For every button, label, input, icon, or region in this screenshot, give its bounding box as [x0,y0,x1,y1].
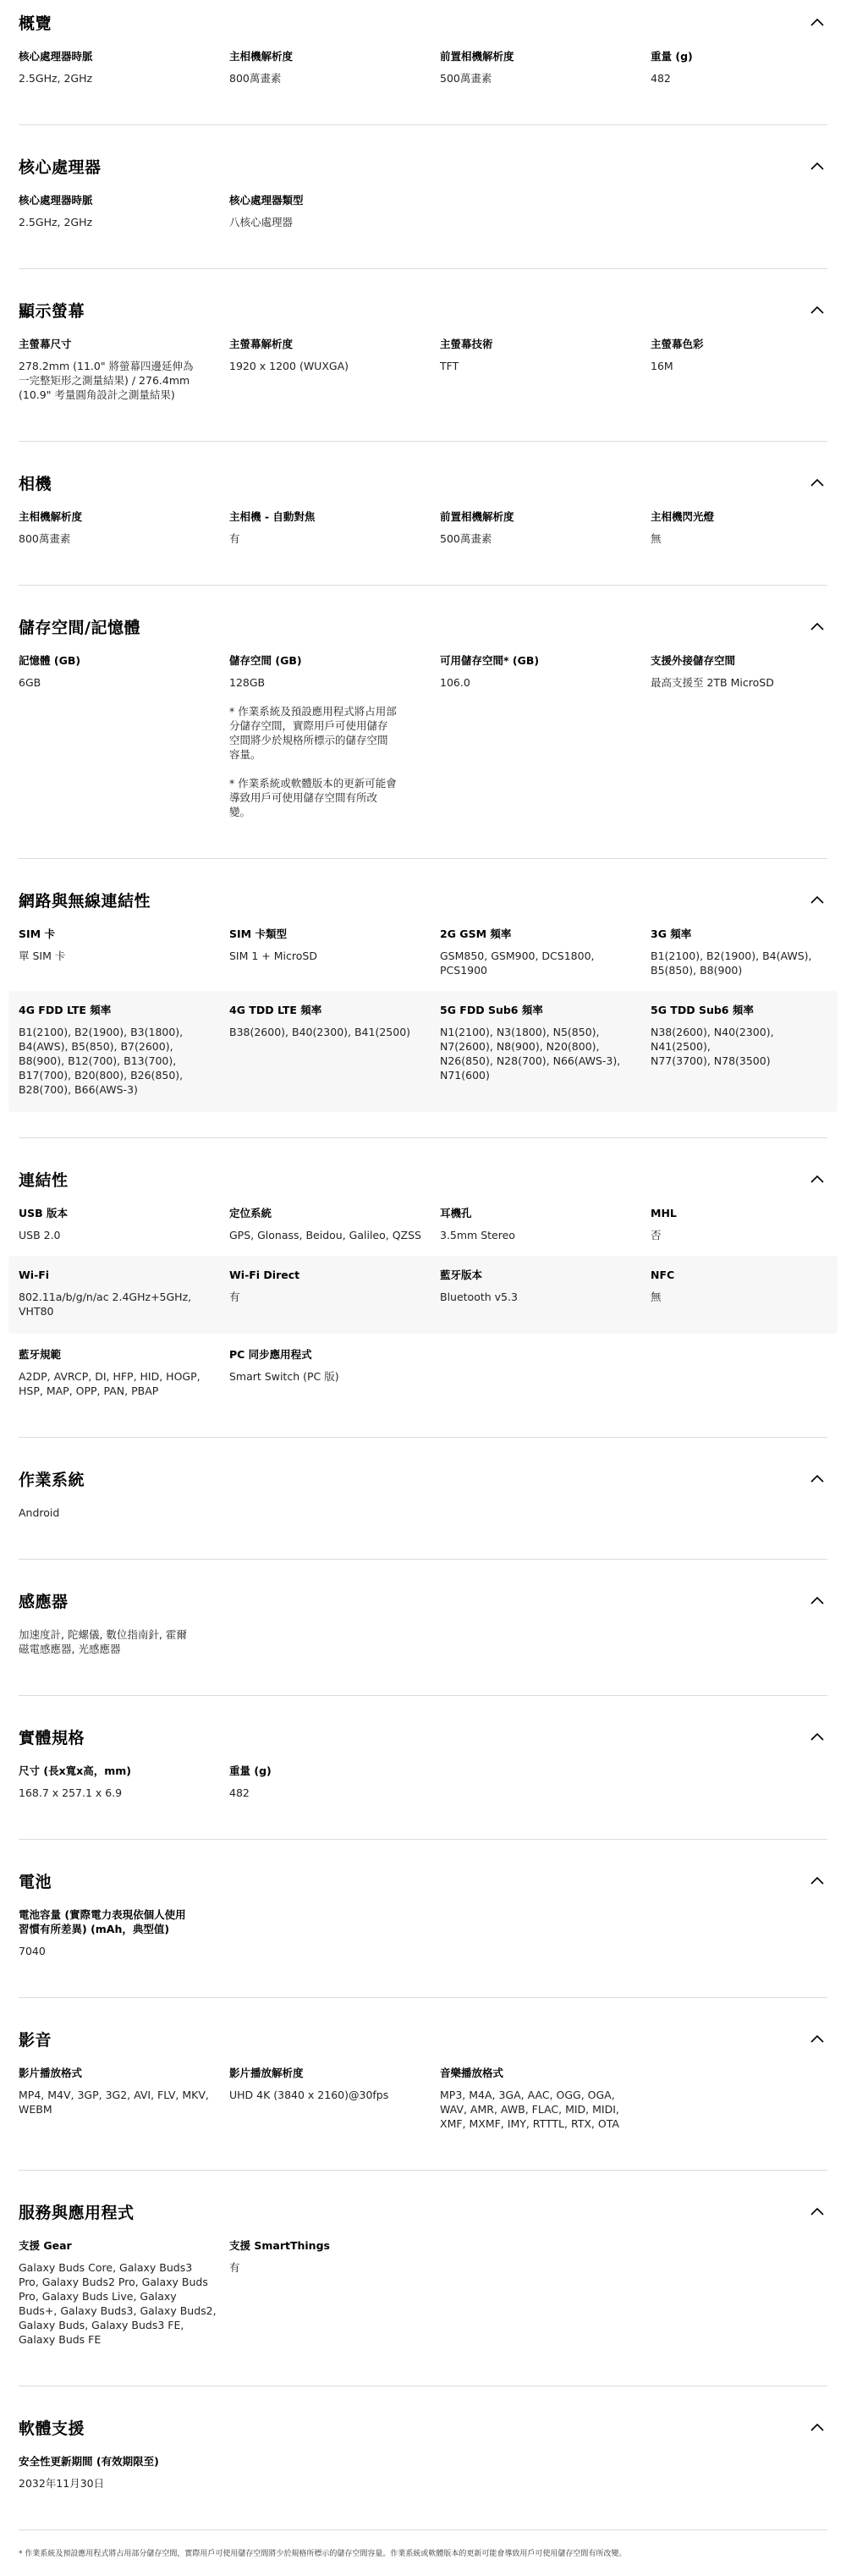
spec-grid [19,1757,827,1814]
spec-item-audio-2 [440,2062,651,2144]
spec-value: Galaxy Buds Core, Galaxy Buds3 Pro, Galaxy Buds2 Pro, Galaxy Buds Pro, Galaxy Buds Live, Galaxy Buds+, Galaxy Buds3, Galaxy Buds2, Galaxy Buds, Galaxy Buds3 FE, Galaxy Buds FE [19,2261,217,2346]
spec-item-physical-0 [19,1760,229,1814]
section-title: 作業系統 [19,1470,85,1489]
spec-label: 定位系統 [229,1207,272,1219]
spec-value: 2032年11月30日 [19,2477,105,2490]
spec-value: B1(2100), B2(1900), B4(AWS), B5(850), B8(900) [651,949,812,977]
section-header-support[interactable] [19,2405,827,2447]
spec-label: 前置相機解析度 [440,510,514,523]
spec-label: SIM 卡 [19,927,55,940]
spec-grid [19,1901,827,1972]
spec-value: UHD 4K (3840 x 2160)@30fps [229,2089,389,2101]
spec-value: TFT [440,360,459,372]
spec-item-overview-1 [229,46,440,99]
spec-item-connectivity-row2-1 [229,1264,440,1329]
spec-item-connectivity-row1-0 [19,1203,229,1256]
section-title: 顯示螢幕 [19,301,85,321]
spec-grid [19,330,827,416]
footnote: * 作業系統及預設應用程式將占用部分儲存空間，實際用戶可使用儲存空間將少於規格所標示的儲存空間容量。作業系統或軟體版本的更新可能會導致用戶可使用儲存空間有所改變。 [19,2550,627,2558]
section-title: 實體規格 [19,1728,85,1748]
spec-label: 主相機閃光燈 [651,510,715,523]
spec-label: PC 同步應用程式 [229,1348,312,1361]
spec-item-sensors-0 [19,1624,229,1670]
spec-label: 安全性更新期間 (有效期限至) [19,2455,159,2468]
chevron-up-icon[interactable] [807,12,827,32]
spec-value: 128GB * 作業系統及預設應用程式將占用部 分儲存空間，實際用戶可使用儲存 空間將少於規格所標示的儲存空間 容量。 * 作業系統或軟體版本的更新可能會 導致用戶可使用儲存空間有所改 變。 [229,676,397,818]
spec-label: 重量 (g) [651,50,693,63]
section-header-battery[interactable] [19,1858,827,1901]
spec-item-camera-0 [19,506,229,559]
spec-value: B1(2100), B2(1900), B3(1800), B4(AWS), B5(850), B7(2600), B8(900), B12(700), B13(700), B17(700), B20(800), B26(850), B28(700), B66(AWS-3) [19,1026,184,1096]
spec-label: 主螢幕解析度 [229,338,294,350]
spec-value: 3.5mm Stereo [440,1229,515,1241]
section-title: 連結性 [19,1170,69,1190]
section-overview [19,0,827,125]
chevron-up-icon[interactable] [807,472,827,493]
spec-item-storage-0 [19,650,229,833]
spec-value: 單 SIM 卡 [19,949,66,962]
spec-value: Android [19,1506,60,1519]
spec-value: B38(2600), B40(2300), B41(2500) [229,1026,411,1038]
spec-value: 500萬畫素 [440,532,492,545]
spec-row-row2 [8,991,838,1112]
spec-label: 支援 SmartThings [229,2239,330,2252]
section-header-os[interactable] [19,1456,827,1499]
spec-value: Bluetooth v5.3 [440,1291,518,1303]
spec-label: 5G TDD Sub6 頻率 [651,1004,754,1016]
spec-label: 儲存空間 (GB) [229,654,302,667]
spec-label: 藍牙規範 [19,1348,62,1361]
chevron-up-icon[interactable] [807,1870,827,1891]
section-title: 影音 [19,2030,52,2050]
spec-value: 1920 x 1200 (WUXGA) [229,360,349,372]
spec-label: 影片播放解析度 [229,2067,304,2079]
spec-value: GPS, Glonass, Beidou, Galileo, QZSS [229,1229,421,1241]
spec-label: NFC [651,1269,675,1281]
spec-label: 電池容量 (實際電力表現依個人使用 習慣有所差異) (mAh，典型值) [19,1908,186,1935]
spec-label: 耳機孔 [440,1207,472,1219]
spec-label: 4G TDD LTE 頻率 [229,1004,322,1016]
section-processor [19,144,827,269]
chevron-up-icon[interactable] [807,1169,827,1189]
spec-label: 核心處理器時脈 [19,194,93,206]
spec-label: 記憶體 (GB) [19,654,81,667]
section-battery [19,1858,827,1998]
spec-value: 7040 [19,1945,46,1957]
section-header-sensors[interactable] [19,1578,827,1621]
spec-grid [19,1621,827,1670]
spec-value: 802.11a/b/g/n/ac 2.4GHz+5GHz, VHT80 [19,1291,192,1318]
section-title: 軟體支援 [19,2419,85,2438]
spec-value: N1(2100), N3(1800), N5(850), N7(2600), N8(900), N20(800), N26(850), N28(700), N66(AWS-3), N71(600) [440,1026,621,1082]
spec-value: 否 [651,1229,662,1241]
section-header-display[interactable] [19,288,827,330]
section-header-overview[interactable] [19,0,827,42]
chevron-up-icon[interactable] [807,889,827,910]
spec-value: 16M [651,360,673,372]
chevron-up-icon[interactable] [807,1468,827,1489]
spec-value: 106.0 [440,676,470,689]
spec-value: MP4, M4V, 3GP, 3G2, AVI, FLV, MKV, WEBM [19,2089,209,2116]
spec-label: 核心處理器類型 [229,194,304,206]
spec-item-storage-3 [651,650,827,833]
spec-value: 278.2mm (11.0" 將螢幕四邊延伸為 一完整矩形之測量結果) / 276.4mm (10.9" 考量圓角設計之測量結果) [19,360,194,401]
spec-item-network-row2-0 [19,999,229,1107]
section-header-physical[interactable] [19,1715,827,1757]
section-header-connectivity[interactable] [19,1157,827,1199]
spec-item-network-row2-2 [440,999,651,1107]
section-camera [19,460,827,586]
spec-item-battery-0 [19,1904,229,1972]
spec-label: 主相機 - 自動對焦 [229,510,316,523]
spec-item-connectivity-row2-3 [651,1264,838,1329]
chevron-up-icon[interactable] [807,2201,827,2221]
spec-item-network-row1-0 [19,923,229,991]
spec-label: 重量 (g) [229,1764,272,1777]
chevron-up-icon[interactable] [807,300,827,320]
spec-grid [19,42,827,99]
chevron-up-icon[interactable] [807,2028,827,2049]
spec-label: 藍牙版本 [440,1269,483,1281]
spec-label: 可用儲存空間* (GB) [440,654,540,667]
spec-item-physical-1 [229,1760,440,1814]
spec-label: 支援外接儲存空間 [651,654,736,667]
spec-grid [19,503,827,559]
spec-item-camera-2 [440,506,651,559]
spec-label: 主相機解析度 [19,510,83,523]
section-header-services[interactable] [19,2189,827,2232]
spec-grid [19,1499,827,1533]
spec-item-audio-0 [19,2062,229,2144]
spec-label: 主螢幕色彩 [651,338,704,350]
section-title: 服務與應用程式 [19,2203,135,2222]
chevron-up-icon[interactable] [807,1726,827,1747]
chevron-up-icon[interactable] [807,616,827,636]
spec-label: SIM 卡類型 [229,927,287,940]
spec-label: Wi-Fi Direct [229,1269,300,1281]
spec-value: 482 [651,72,671,85]
spec-item-connectivity-row1-1 [229,1203,440,1256]
spec-label: 3G 頻率 [651,927,692,940]
spec-label: MHL [651,1207,677,1219]
spec-item-network-row2-3 [651,999,838,1107]
spec-item-camera-3 [651,506,827,559]
spec-label: 支援 Gear [19,2239,72,2252]
spec-value: 加速度計, 陀螺儀, 數位指南針, 霍爾 磁電感應器, 光感應器 [19,1628,187,1655]
spec-item-network-row1-3 [651,923,827,991]
spec-value: 168.7 x 257.1 x 6.9 [19,1786,123,1799]
section-title: 電池 [19,1872,52,1891]
spec-item-network-row1-2 [440,923,651,991]
spec-value: MP3, M4A, 3GA, AAC, OGG, OGA, WAV, AMR, AWB, FLAC, MID, MIDI, XMF, MXMF, IMY, RTTTL, RTX, OTA [440,2089,619,2130]
spec-label: 5G FDD Sub6 頻率 [440,1004,543,1016]
spec-grid [19,2059,827,2144]
spec-value: 6GB [19,676,41,689]
section-network [19,878,827,1138]
section-sensors [19,1578,827,1696]
spec-item-connectivity-row3-1 [229,1344,440,1412]
spec-value: 2.5GHz, 2GHz [19,216,93,228]
section-title: 核心處理器 [19,157,102,177]
spec-item-display-0 [19,333,229,416]
spec-value: 800萬畫素 [229,72,282,85]
spec-value: Smart Switch (PC 版) [229,1370,339,1383]
spec-label: USB 版本 [19,1207,69,1219]
spec-value: 八核心處理器 [229,216,294,228]
spec-value: 最高支援至 2TB MicroSD [651,676,774,689]
spec-label: 尺寸 (長x寬x高，mm) [19,1764,131,1777]
section-display [19,288,827,442]
spec-value: 500萬畫素 [440,72,492,85]
spec-item-display-1 [229,333,440,416]
spec-grid [19,2447,827,2504]
section-header-audio[interactable] [19,2017,827,2059]
spec-item-overview-0 [19,46,229,99]
spec-row-row1 [19,1199,827,1256]
section-title: 儲存空間/記憶體 [19,618,140,637]
section-header-processor[interactable] [19,144,827,186]
spec-value: 2.5GHz, 2GHz [19,72,93,85]
section-title: 相機 [19,474,52,493]
spec-value: USB 2.0 [19,1229,61,1241]
spec-value: 有 [229,2261,240,2274]
spec-item-support-0 [19,2451,229,2504]
spec-item-connectivity-row1-3 [651,1203,827,1256]
spec-label: Wi-Fi [19,1269,50,1281]
section-os [19,1456,827,1560]
spec-value: 482 [229,1786,250,1799]
section-storage [19,604,827,859]
spec-item-camera-1 [229,506,440,559]
spec-value: 無 [651,1291,662,1303]
section-title: 感應器 [19,1592,69,1611]
spec-item-connectivity-row2-2 [440,1264,651,1329]
section-title: 概覽 [19,14,52,33]
chevron-up-icon[interactable] [807,2417,827,2437]
spec-row-row3 [19,1334,827,1412]
chevron-up-icon[interactable] [807,156,827,176]
spec-label: 2G GSM 頻率 [440,927,512,940]
spec-value: A2DP, AVRCP, DI, HFP, HID, HOGP, HSP, MAP, OPP, PAN, PBAP [19,1370,201,1397]
spec-value: GSM850, GSM900, DCS1800, PCS1900 [440,949,595,977]
section-audio [19,2017,827,2171]
spec-grid [19,186,827,243]
spec-label: 核心處理器時脈 [19,50,93,63]
spec-value: 有 [229,532,240,545]
spec-item-processor-1 [229,190,440,243]
spec-item-connectivity-row3-0 [19,1344,229,1412]
spec-label: 影片播放格式 [19,2067,83,2079]
spec-item-services-0 [19,2235,229,2360]
spec-label: 音樂播放格式 [440,2067,504,2079]
spec-value: 800萬畫素 [19,532,71,545]
spec-value: SIM 1 + MicroSD [229,949,317,962]
spec-row-row2 [8,1256,838,1334]
spec-item-display-2 [440,333,651,416]
spec-item-display-3 [651,333,827,416]
section-header-storage[interactable] [19,604,827,647]
spec-label: 前置相機解析度 [440,50,514,63]
section-header-network[interactable] [19,878,827,920]
spec-value: N38(2600), N40(2300), N41(2500), N77(3700), N78(3500) [651,1026,774,1067]
section-physical [19,1715,827,1840]
spec-item-audio-1 [229,2062,440,2144]
spec-label: 主螢幕尺寸 [19,338,72,350]
spec-grid [19,647,827,833]
spec-label: 主螢幕技術 [440,338,493,350]
spec-value: 有 [229,1291,240,1303]
section-support [19,2405,827,2530]
section-title: 網路與無線連結性 [19,891,151,911]
spec-item-network-row1-1 [229,923,440,991]
spec-item-storage-1 [229,650,440,833]
spec-row-row1 [19,920,827,991]
spec-item-processor-0 [19,190,229,243]
spec-item-overview-3 [651,46,827,99]
spec-label: 主相機解析度 [229,50,294,63]
section-services [19,2189,827,2386]
spec-item-connectivity-row1-2 [440,1203,651,1256]
spec-item-overview-2 [440,46,651,99]
spec-item-storage-2 [440,650,651,833]
spec-item-connectivity-row2-0 [19,1264,229,1329]
chevron-up-icon[interactable] [807,1590,827,1610]
spec-value: 無 [651,532,662,545]
spec-item-os-0 [19,1502,229,1533]
spec-item-network-row2-1 [229,999,440,1107]
section-header-camera[interactable] [19,460,827,503]
spec-item-services-1 [229,2235,440,2360]
section-connectivity [19,1157,827,1438]
spec-label: 4G FDD LTE 頻率 [19,1004,112,1016]
spec-grid [19,2232,827,2360]
